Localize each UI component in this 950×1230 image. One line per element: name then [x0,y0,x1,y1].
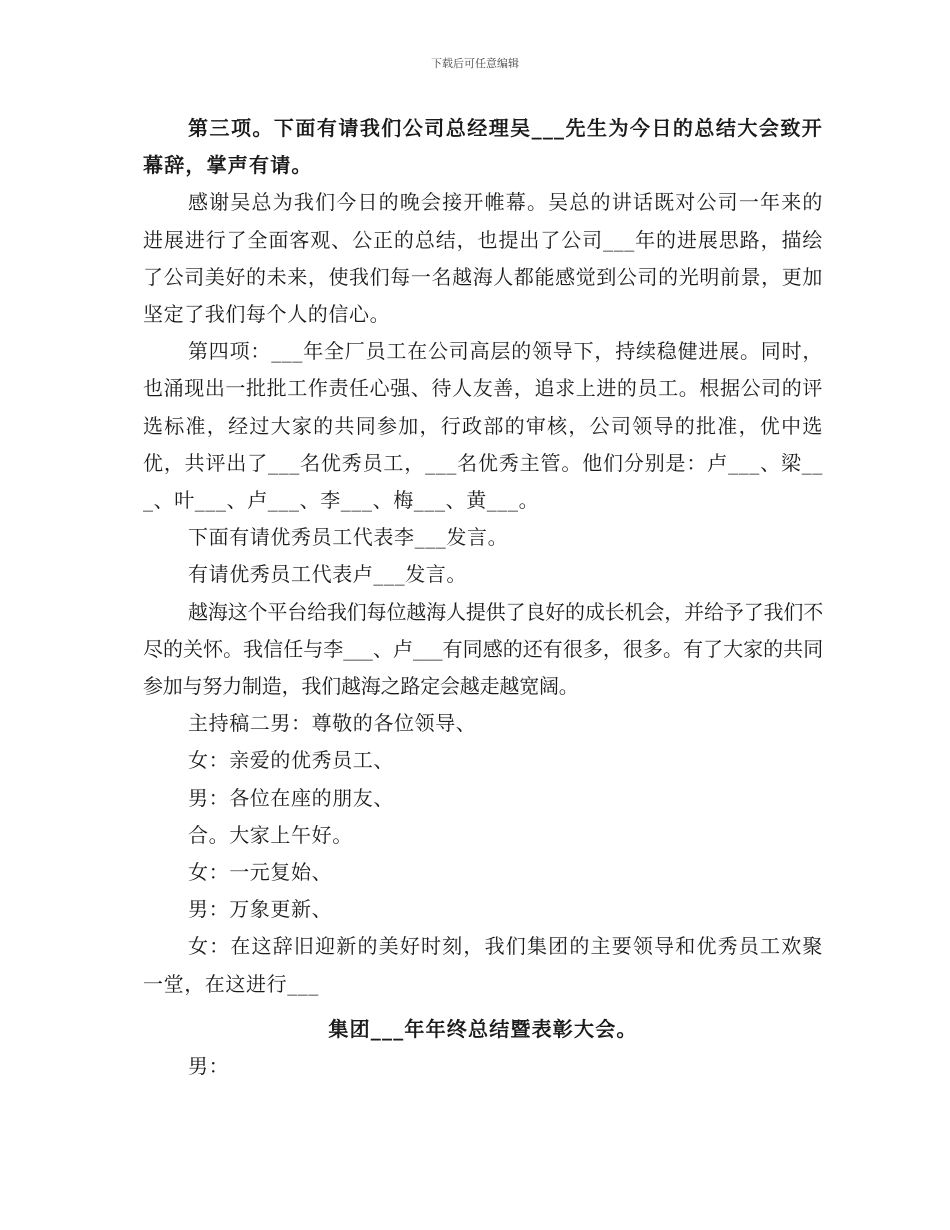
paragraph: 女：一元复始、 [188,860,333,885]
paragraph: 第四项：___年全厂员工在公司高层的领导下，持续稳健进展。同时，也涌现出一批批工作责任心强、待人友善，追求上进的员工。根据公司的评选标准，经过大家的共同参加，行政部的审核，公司领导的批准，优中选优，共评出了___名优秀员工，___名优秀主管。他们分别是：卢___、梁___、叶___、卢___、李___、梅___、黄___。 [143,339,823,513]
paragraph: 第三项。下面有请我们公司总经理吴___先生为今日的总结大会致开幕辞，掌声有请。 [143,116,823,178]
paragraph: 主持稿二男：尊敬的各位领导、 [188,711,477,736]
paragraph: 女：在这辞旧迎新的美好时刻，我们集团的主要领导和优秀员工欢聚一堂，在这进行___ [143,934,823,996]
paragraph: 下面有请优秀员工代表李___发言。 [188,525,509,550]
paragraph: 合。大家上午好。 [188,822,353,847]
paragraph: 有请优秀员工代表卢___发言。 [188,562,467,587]
paragraph: 越海这个平台给我们每位越海人提供了良好的成长机会，并给予了我们不尽的关怀。我信任与李___、卢___有同感的还有很多，很多。有了大家的共同参加与努力制造，我们越海之路定会越走越宽阔。 [143,599,823,699]
section-title: 集团___年年终总结暨表彰大会。 [328,1016,638,1041]
paragraph: 男：各位在座的朋友、 [188,785,394,810]
paragraph: 感谢吴总为我们今日的晚会接开帷幕。吴总的讲话既对公司一年来的进展进行了全面客观、公正的总结，也提出了公司___年的进展思路，描绘了公司美好的未来，使我们每一名越海人都能感觉到公司的光明前景，更加坚定了我们每个人的信心。 [143,190,823,327]
paragraph: 女：亲爱的优秀员工、 [188,748,394,773]
paragraph: 男：万象更新、 [188,897,333,922]
document-body [143,110,823,1085]
page-header: 下载后可任意编辑 [431,57,519,70]
paragraph: 男： [188,1054,230,1079]
